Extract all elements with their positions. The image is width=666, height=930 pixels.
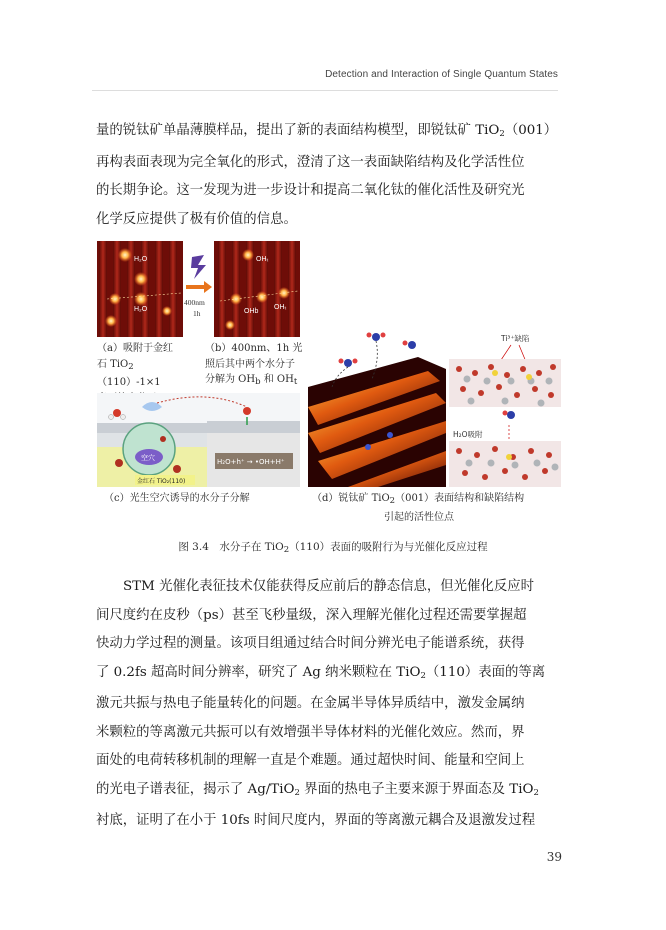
panel-b-caption-sub-t: t: [293, 377, 298, 387]
panel-d-defect-label: Ti³⁺缺陷: [501, 334, 530, 343]
intro-line-1-text: 量的锐钛矿单晶薄膜样品，提出了新的表面结构模型，即锐钛矿 TiO: [96, 123, 500, 138]
panel-b-stm-image: [214, 241, 300, 337]
body-line-6: 米颗粒的等离激元共振可以有效增强半导体材料的光催化效应。然而，界: [96, 724, 525, 740]
panel-d-caption-end: （001）表面结构和缺陷结构: [395, 493, 525, 504]
panel-a-caption-sub: 2: [128, 361, 134, 372]
running-header: Detection and Interaction of Single Quantum States: [325, 69, 558, 80]
intro-line-1-tail: （001）: [504, 123, 558, 138]
panel-a-stm-image: [97, 241, 183, 337]
panel-b-oht-top-label: OHₜ: [256, 256, 269, 263]
body-line-9: 衬底，证明了在小于 10fs 时间尺度内，界面的等离激元耦合及退激发过程: [96, 813, 536, 828]
panel-b-caption-line-1: （b）400nm、1h 光: [205, 343, 303, 354]
panel-b-caption-line-2: 照后其中两个水分子: [205, 358, 295, 370]
figure-caption-sub: 2: [283, 545, 290, 555]
body-line-8-start: 的光电子谱表征，揭示了 Ag/TiO: [96, 781, 295, 797]
panel-b-oht-bottom-label: OHₜ: [274, 304, 287, 311]
body-line-3: 快动力学过程的测量。该项目组通过结合时间分辨光电子能谱系统，获得: [96, 636, 525, 651]
panel-d-adsorption-label: H₂O吸附: [453, 430, 483, 439]
arrow-head-icon: [204, 281, 212, 293]
panel-a-caption-line-2: [97, 357, 189, 391]
intro-line-4: 化学反应提供了极有价值的信息。: [96, 211, 297, 227]
panel-d-svg: [308, 329, 446, 487]
panel-b-ohb-label: OHb: [244, 308, 259, 315]
panel-a-caption-tio: 石 TiO: [97, 358, 129, 370]
body-line-4-start: 了 0.2fs 超高时间分辨率，研究了 Ag 纳米颗粒在 TiO: [96, 664, 421, 680]
figure-caption: [0, 539, 666, 555]
panel-a-caption-facet: （110）-1×1: [97, 377, 161, 388]
panel-b-caption-oht: 和 OH: [260, 374, 294, 385]
panel-d-atomic-models: [449, 329, 561, 487]
body-line-8-mid: 界面的热电子主要来源于界面态及 TiO: [299, 781, 534, 797]
panel-d-models-svg: [449, 329, 561, 487]
panel-c-hole-label: 空穴: [141, 454, 155, 462]
figure-caption-end: （110）表面的吸附行为与光催化反应过程: [289, 541, 488, 553]
panel-b-caption-ohb: 分解为 OH: [205, 374, 256, 385]
panel-c-caption: （c）光生空穴诱导的水分子分解: [104, 493, 250, 504]
panel-b-caption-line-3: [205, 372, 305, 391]
arrow-shaft: [186, 285, 204, 289]
panel-d-caption-line-2: 引起的活性位点: [384, 511, 454, 523]
panel-c-reaction-label: H₂O+h⁺ → •OH+H⁺: [217, 458, 285, 466]
panel-c-substrate-label: 金红石 TiO₂(110): [137, 478, 186, 485]
intro-paragraph: [96, 117, 560, 234]
panel-a-h2o-bottom-label: H₂O: [134, 306, 148, 313]
body-line-5: 激元共振与热电子能量转化的问题。在金属半导体异质结中，激发金属纳: [96, 696, 525, 711]
body-line-8-sub-1: 2: [294, 787, 300, 798]
panel-b-caption-sub-b: b: [255, 377, 261, 387]
header-rule: [92, 90, 558, 91]
body-line-7: 面处的电荷转移机制的理解一直是个难题。通过超快时间、能量和空间上: [96, 753, 525, 768]
panel-d-caption-line-1: [312, 491, 564, 510]
intro-line-2: 再构表面表现为完全氧化的形式，澄清了这一表面缺陷结构及化学活性位: [96, 154, 525, 170]
body-line-4-end: （110）表面的等离: [425, 664, 546, 680]
figure-caption-start: 图 3.4 水分子在 TiO: [178, 541, 284, 553]
panel-d-stm-topography: [308, 329, 446, 487]
intro-line-3: 的长期争论。这一发现为进一步设计和提高二氧化钛的催化活性及研究光: [96, 183, 525, 198]
panel-d-caption-sub: 2: [389, 496, 396, 506]
arrow-label-wavelength: 400nm: [184, 298, 205, 307]
body-line-4-sub: 2: [420, 670, 426, 681]
panel-a-svg: [97, 241, 183, 337]
panel-c-svg: [97, 393, 300, 487]
lightning-icon: [191, 255, 206, 279]
panel-c-schematic: [97, 393, 300, 487]
body-line-2: 间尺度约在皮秒（ps）甚至飞秒量级，深入理解光催化过程还需要掌握超: [96, 607, 527, 623]
panel-d-caption-start: （d）锐钛矿 TiO: [312, 493, 390, 504]
panel-b-caption: [205, 341, 305, 391]
body-line-8: [96, 776, 560, 808]
body-paragraph: [96, 573, 560, 836]
panel-d-caption: [312, 491, 564, 525]
panel-a-h2o-top-label: H₂O: [134, 256, 148, 263]
intro-line-1: [96, 117, 560, 149]
panel-b-svg: [214, 241, 300, 337]
arrow-label-time: 1h: [193, 309, 201, 318]
body-line-8-sub-2: 2: [533, 787, 539, 798]
photo-excitation-arrow: [184, 241, 214, 337]
panel-a-caption-line-1: （a）吸附于金红: [97, 343, 173, 354]
body-line-1: STM 光催化表征技术仅能获得反应前后的静态信息，但光催化反应时: [123, 579, 535, 594]
arrow-svg: [184, 241, 214, 337]
body-line-4: [96, 659, 560, 691]
intro-line-1-sub: 2: [499, 129, 505, 139]
page-number: 39: [546, 850, 562, 864]
